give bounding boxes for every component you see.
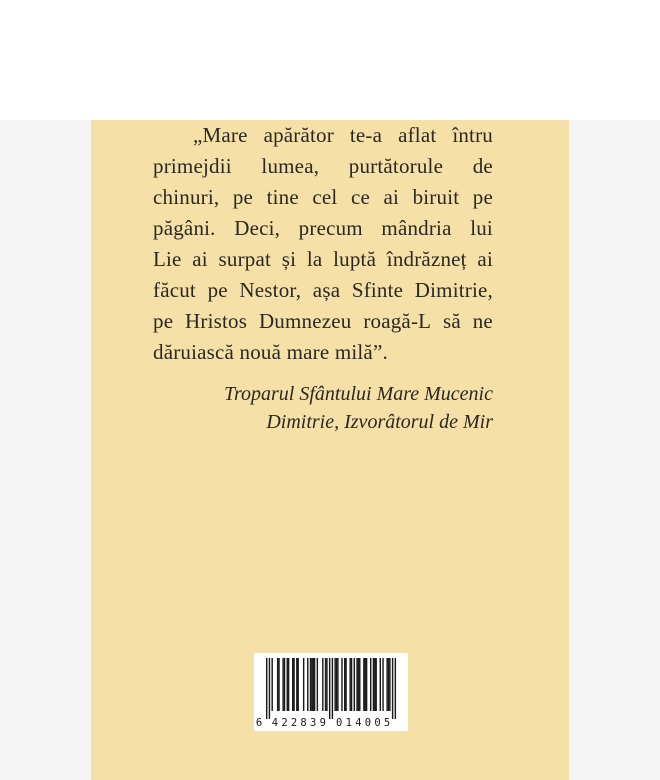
barcode [254, 653, 408, 731]
quote-line-4: păgâni. Deci, precum mândria lui [153, 216, 493, 240]
attribution-line-2: Dimitrie, Izvorâtorul de Mir [266, 411, 493, 433]
barcode-digit: 6 [255, 717, 263, 729]
troparion-quote [153, 120, 493, 368]
barcode-digit: 0 [336, 717, 343, 729]
book-back-cover [91, 120, 569, 780]
barcode-digit: 1 [345, 717, 352, 729]
barcode-digit: 2 [281, 717, 288, 729]
attribution-line-1: Troparul Sfântului Mare Mucenic [223, 383, 493, 405]
quote-line-3: chinuri, pe tine cel ce ai biruit pe [153, 185, 493, 209]
quote-line-8: dăruiască nouă mare milă”. [153, 340, 388, 364]
quote-line-6: făcut pe Nestor, așa Sfinte Dimitrie, [153, 278, 493, 302]
quote-attribution [91, 380, 493, 436]
barcode-digit: 2 [290, 717, 298, 729]
barcode-digit: 0 [374, 717, 381, 729]
quote-line-5: Lie ai surpat și la luptă îndrăzneț ai [153, 247, 493, 271]
barcode-digit: 4 [271, 717, 279, 729]
barcode-digit: 5 [383, 717, 391, 729]
barcode-bars [266, 658, 396, 719]
quote-line-2: primejdii lumea, purtătorule de [153, 154, 493, 178]
barcode-digit: 3 [310, 717, 317, 729]
page-background [0, 120, 660, 780]
quote-line-7: pe Hristos Dumnezeu roagă-L să ne [153, 309, 493, 333]
ean13-barcode-svg [254, 653, 408, 731]
barcode-digit: 0 [364, 717, 372, 729]
barcode-digit: 8 [300, 717, 307, 729]
barcode-digit: 4 [355, 717, 362, 729]
barcode-digit: 9 [319, 717, 326, 729]
quote-line-1: „Mare apărător te-a aflat întru [193, 123, 493, 147]
